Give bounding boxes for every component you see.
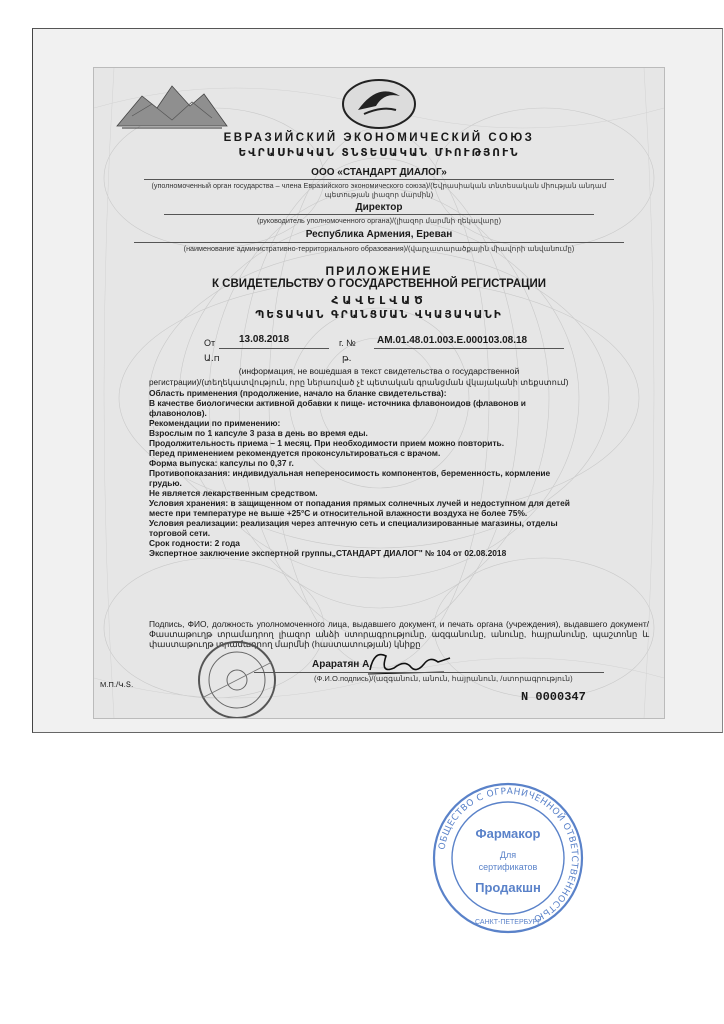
content-line: Условия реализации: реализация через аптечную сеть и специализированные магазины, отделы	[149, 518, 558, 528]
date-from-hy: Ա.п	[204, 354, 220, 364]
date-underline	[219, 348, 329, 349]
content-line: Форма выпуска: капсулы по 0,37 г.	[149, 458, 294, 468]
issuer-org-underline	[144, 179, 614, 180]
issuer-head-underline	[164, 214, 594, 215]
issuer-place-caption: (наименование административно-территориального образования)/(վարչատարածքային միավորի անվանումը)	[183, 244, 575, 253]
content-line: Продолжительность приема – 1 месяц. При необходимости прием можно повторить.	[149, 438, 505, 448]
content-line: флавонолов).	[149, 408, 207, 418]
content-line: Область применения (продолжение, начало на бланке свидетельства):	[149, 388, 447, 398]
content-line: грудью.	[149, 478, 182, 488]
content-line: Перед применением рекомендуется проконсультироваться с врачом.	[149, 448, 441, 458]
certificate-form	[93, 67, 665, 719]
union-title-hy: ԵՎՐԱՍԻԱԿԱՆ ՏՆՏԵՍԱԿԱՆ ՄԻՈՒԹՅՈՒՆ	[238, 147, 520, 159]
issuer-head-caption: (руководитель уполномоченного органа)/(լիազոր մարմնի ղեկավարը)	[256, 216, 502, 225]
content-line: Взрослым по 1 капсуле 3 раза в день во время еды.	[149, 428, 368, 438]
mountain-emblem	[112, 76, 232, 138]
issuer-place: Республика Армения, Ереван	[305, 229, 453, 240]
year-hy: թ.	[342, 354, 352, 364]
scanned-certificate-sheet	[32, 28, 723, 733]
issuer-place-underline	[134, 242, 624, 243]
signatory-name: Араратян А.	[312, 659, 373, 670]
issuer-seal	[192, 638, 282, 719]
stamp-middle-2: сертификатов	[478, 862, 538, 872]
heading-line3: ՀԱՎԵԼՎԱԾ	[331, 294, 427, 307]
signature-underline	[254, 672, 604, 673]
union-title-ru: ЕВРАЗИЙСКИЙ ЭКОНОМИЧЕСКИЙ СОЮЗ	[223, 132, 535, 144]
eaeu-logo-icon	[338, 76, 420, 132]
content-line: месте при температуре не выше +25°С и относительной влажности воздуха не более 75%.	[149, 508, 528, 518]
issuer-head: Директор	[355, 202, 403, 213]
heading-line1: ПРИЛОЖЕНИЕ	[325, 264, 433, 278]
content-line: Не является лекарственным средством.	[149, 488, 318, 498]
seal-place-label: М.П./Կ.Տ.	[100, 680, 134, 689]
stamp-outer-text: ОБЩЕСТВО С ОГРАНИЧЕННОЙ ОТВЕТСТВЕННОСТЬЮ	[437, 786, 580, 924]
signature-instructions: Подпись, ФИО, должность уполномоченного лица, выдавшего документ, и печать органа (учреждения), выдавшего документ/Փաստաթուղթ տրամադրող լիազոր անձի ստորագրությունը, ազգանունը, անունը, հայրանունը, պաշտոնը և փաստաթուղթ տրամադրող մարմնի (հաստատության) կնիքը	[149, 619, 649, 649]
content-line: В качестве биологически активной добавки к пище- источника флавоноидов (флавонов и	[149, 398, 526, 408]
content-line: Срок годности: 2 года	[149, 538, 240, 548]
date-value: 13.08.2018	[239, 334, 290, 345]
stamp-brand: Фармакор	[475, 826, 541, 841]
heading-line2: К СВИДЕТЕЛЬСТВУ О ГОСУДАРСТВЕННОЙ РЕГИСТРАЦИИ	[211, 278, 547, 290]
content-line: Условия хранения: в защищенном от попадания прямых солнечных лучей и недоступном для детей	[149, 498, 570, 508]
content-line: торговой сети.	[149, 528, 211, 538]
certificate-number: AM.01.48.01.003.E.000103.08.18	[377, 335, 528, 346]
content-line: Экспертное заключение экспертной группы„СТАНДАРТ ДИАЛОГ" № 104 от 02.08.2018	[149, 548, 507, 558]
company-stamp	[428, 778, 588, 938]
issuer-org-caption-2: պետության լիազոր մարմին)	[324, 190, 434, 199]
heading-line4: ՊԵՏԱԿԱՆ ԳՐԱՆՑՄԱՆ ՎԿԱՅԱԿԱՆԻ	[255, 309, 503, 321]
number-underline	[374, 348, 564, 349]
date-from-ru: От	[204, 338, 216, 348]
content-line: Противопоказания: индивидуальная непереносимость компонентов, беременность, кормление	[149, 468, 551, 478]
form-serial-number: N 0000347	[521, 690, 586, 704]
info-caption-2: регистрации)/(տեղեկատվություն, որը ներառված չէ պետական գրանցման վկայականի տեքստում)	[149, 378, 569, 387]
signatory-caption: (Ф.И.О.подпись)/(ազգանուն, անուն, հայրանուն, /ստորագրություն)	[314, 674, 573, 683]
info-caption-1: (информация, не вошедшая в текст свидетельства о государственной	[238, 366, 520, 376]
issuer-org: ООО «СТАНДАРТ ДИАЛОГ»	[311, 167, 447, 178]
number-label: г. №	[339, 338, 356, 348]
stamp-middle-1: Для	[499, 850, 517, 860]
content-line: Рекомендации по применению:	[149, 418, 281, 428]
stamp-brand-2: Продакшн	[475, 880, 541, 895]
issuer-org-caption-1: (уполномоченный орган государства – члена Евразийского экономического союза)/(Եվրասիական տնտեսական միության անդամ	[151, 181, 607, 190]
stamp-city: САНКТ-ПЕТЕРБУРГ	[475, 919, 541, 926]
